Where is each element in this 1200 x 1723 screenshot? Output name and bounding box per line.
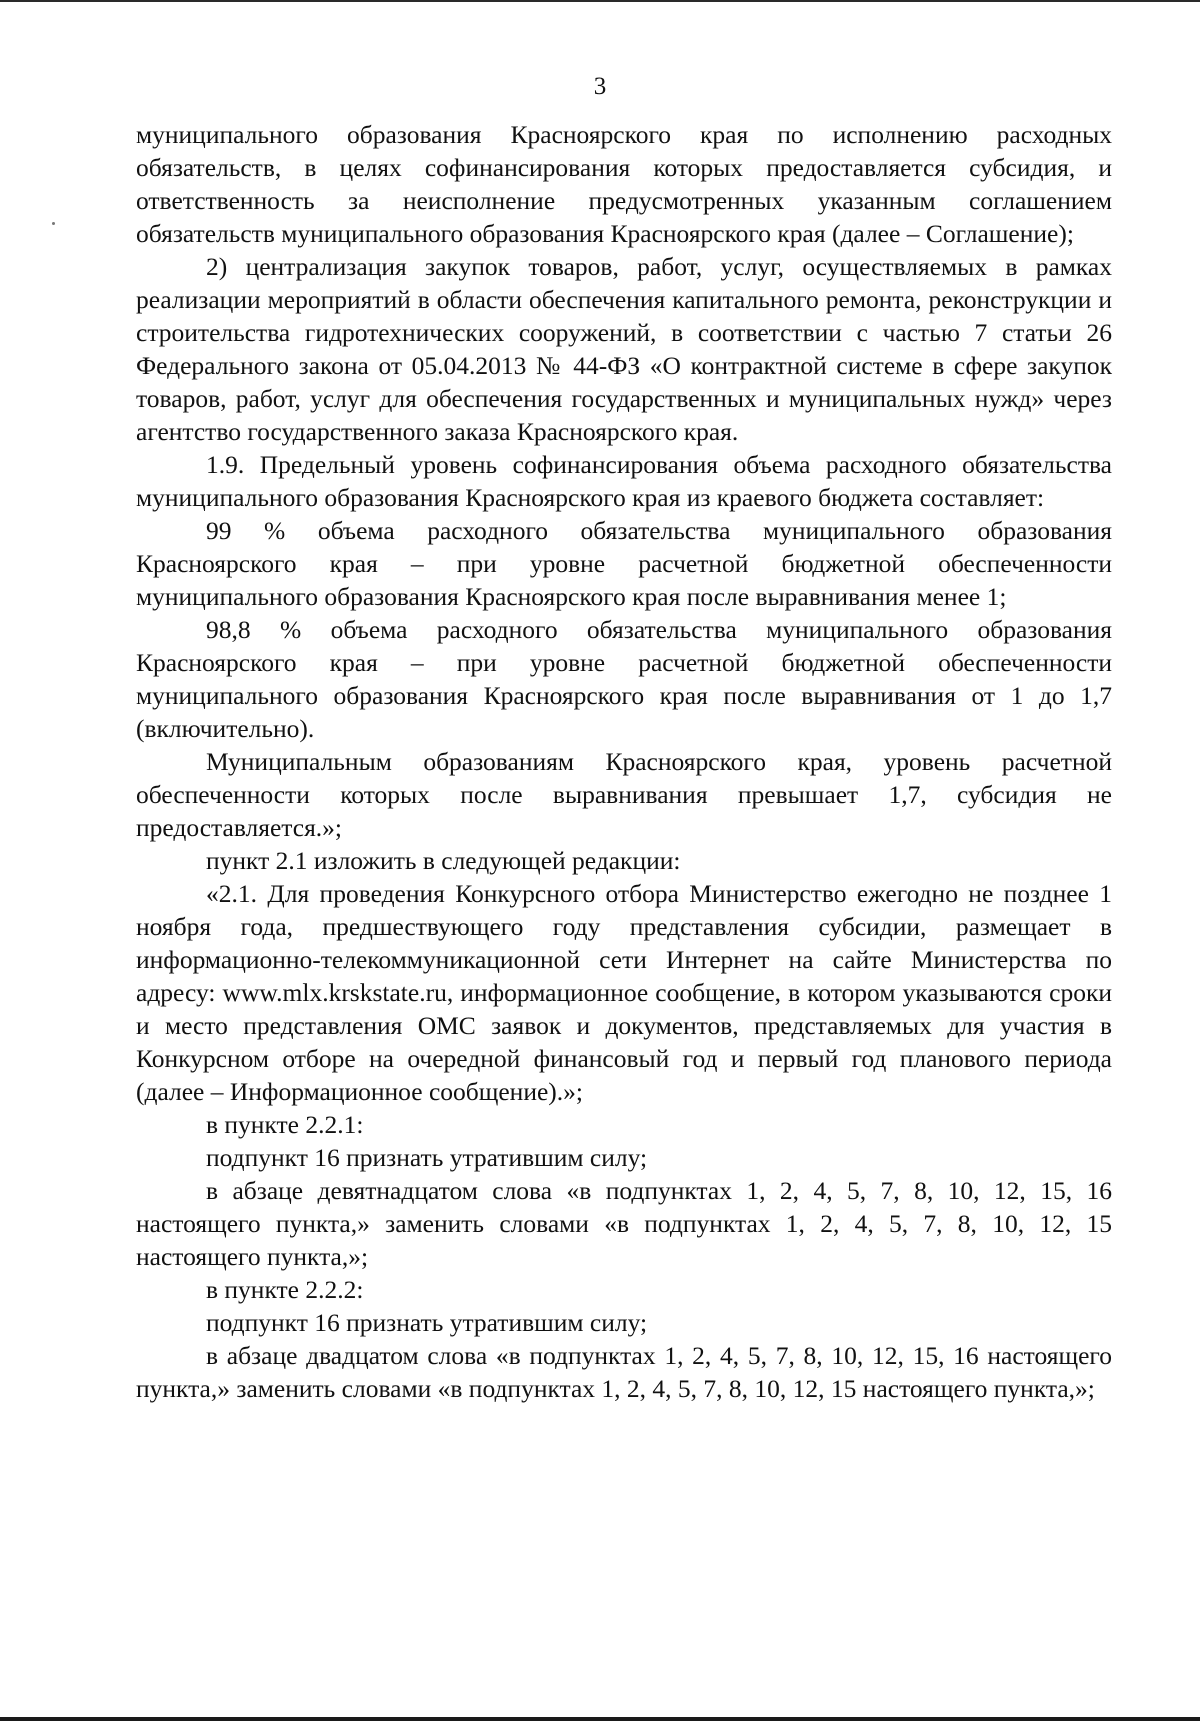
paragraph-5: 98,8 % объема расходного обязательства муниципального образования Красноярского края – при уровне расчетной бюджетной обеспеченности муниципального образования Красноярского края после выравнивания от 1 до 1,7 (включительно).: [136, 615, 1112, 743]
paragraph-11: в абзаце девятнадцатом слова «в подпунктах 1, 2, 4, 5, 7, 8, 10, 12, 15, 16 настоящего пункта,» заменить словами «в подпунктах 1, 2, 4, 5, 7, 8, 10, 12, 15 настоящего пункта,»;: [136, 1176, 1112, 1271]
paragraph-3: 1.9. Предельный уровень софинансирования объема расходного обязательства муниципального образования Красноярского края из краевого бюджета составляет:: [136, 450, 1112, 512]
paragraph-6: Муниципальным образованиям Красноярского края, уровень расчетной обеспеченности которых после выравнивания превышает 1,7, субсидия не предоставляется.»;: [136, 747, 1112, 842]
paragraph-4: 99 % объема расходного обязательства муниципального образования Красноярского края – при уровне расчетной бюджетной обеспеченности муниципального образования Красноярского края после выравнивания менее 1;: [136, 516, 1112, 611]
paragraph-12: в пункте 2.2.2:: [206, 1275, 364, 1304]
paragraph-9: в пункте 2.2.1:: [206, 1110, 364, 1139]
top-scan-edge: [0, 0, 1200, 2]
paragraph-8: «2.1. Для проведения Конкурсного отбора Министерство ежегодно не позднее 1 ноября года, предшествующего году представления субсидии, размещает в информационно-телекоммуникационной сети Интернет на сайте Министерства по адресу: www.mlx.krskstate.ru, информационное сообщение, в котором указываются сроки и место представления ОМС заявок и документов, представляемых для участия в Конкурсном отборе на очередной финансовый год и первый год планового периода (далее – Информационное сообщение).»;: [136, 879, 1112, 1106]
paragraph-13: подпункт 16 признать утратившим силу;: [206, 1308, 648, 1337]
bottom-scan-edge: [0, 1717, 1200, 1721]
paragraph-10: подпункт 16 признать утратившим силу;: [206, 1143, 648, 1172]
paragraph-7: пункт 2.1 изложить в следующей редакции:: [206, 846, 681, 875]
paragraph-2: 2) централизация закупок товаров, работ, услуг, осуществляемых в рамках реализации мероприятий в области обеспечения капитального ремонта, реконструкции и строительства гидротехнических сооружений, в соответствии с частью 7 статьи 26 Федерального закона от 05.04.2013 № 44-ФЗ «О контрактной системе в сфере закупок товаров, работ, услуг для обеспечения государственных и муниципальных нужд» через агентство государственного заказа Красноярского края.: [136, 252, 1112, 446]
paragraph-14: в абзаце двадцатом слова «в подпунктах 1, 2, 4, 5, 7, 8, 10, 12, 15, 16 настоящего пункта,» заменить словами «в подпунктах 1, 2, 4, 5, 7, 8, 10, 12, 15 настоящего пункта,»;: [136, 1341, 1112, 1403]
page-number: 3: [593, 73, 607, 100]
paragraph-1: муниципального образования Красноярского края по исполнению расходных обязательств, в целях софинансирования которых предоставляется субсидия, и ответственность за неисполнение предусмотренных указанным соглашением обязательств муниципального образования Красноярского края (далее – Соглашение);: [136, 120, 1112, 248]
scan-speck: [52, 222, 55, 225]
document-body: [136, 118, 1112, 1405]
